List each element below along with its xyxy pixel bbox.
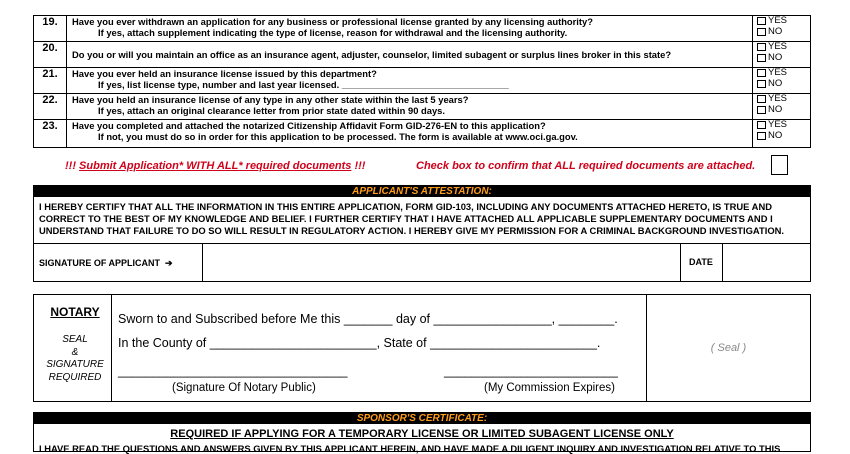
submit-prefix: !!! bbox=[65, 160, 80, 172]
date-label-cell bbox=[680, 244, 723, 281]
question-row bbox=[34, 94, 810, 120]
question-sub: If yes, attach an original clearance letter from prior state dated within 90 days. bbox=[98, 105, 445, 116]
question-main: Have you ever withdrawn an application for any business or professional license granted by any licensing authority? bbox=[72, 16, 593, 27]
question-sub: If yes, attach supplement indicating the type of license, reason for withdrawal and the licensing authority. bbox=[98, 27, 568, 38]
questions-table bbox=[33, 15, 811, 148]
answer-options bbox=[752, 42, 810, 67]
question-row bbox=[34, 120, 810, 147]
no-checkbox[interactable] bbox=[757, 80, 766, 88]
attestation-section bbox=[33, 185, 811, 282]
question-sub: If yes, list license type, number and last year licensed. ________________________________ bbox=[98, 79, 509, 90]
signature-row bbox=[34, 243, 810, 281]
notary-signature-line[interactable]: _________________________________ bbox=[118, 364, 348, 378]
question-text bbox=[72, 16, 740, 38]
question-text bbox=[72, 68, 740, 90]
sponsor-section bbox=[33, 412, 811, 452]
answer-options bbox=[752, 120, 810, 147]
yes-checkbox[interactable] bbox=[757, 43, 766, 51]
question-text bbox=[72, 120, 740, 142]
no-checkbox[interactable] bbox=[757, 28, 766, 36]
question-number: 19. bbox=[34, 16, 67, 41]
sponsor-text: I HAVE READ THE QUESTIONS AND ANSWERS GIVEN BY THIS APPLICANT HEREIN, AND HAVE MADE A DILIGENT INQUIRY AND INVESTIGATION RELATIVE TO THIS bbox=[39, 443, 781, 454]
confirm-documents-checkbox[interactable] bbox=[771, 155, 788, 175]
yes-label: YES bbox=[768, 15, 788, 26]
notary-seal-column bbox=[39, 295, 112, 401]
yes-label: YES bbox=[768, 67, 788, 78]
attestation-text: I HEREBY CERTIFY THAT ALL THE INFORMATION IN THIS ENTIRE APPLICATION, FORM GID-103, INCLUDING ANY DOCUMENTS ATTACHED HERETO, IS TRUE AND CORRECT TO THE BEST OF MY KNOWLEDGE AND BELIEF. I FURTHER CERTIFY THAT I HAVE ATTACHED ALL APPLICABLE SUPPLEMENTARY DOCUMENTS AND I UNDERSTAND THAT FAILURE TO DO SO WILL RESULT IN REGULATORY ACTION. I HEREBY GIVE MY PERMISSION FOR A CRIMINAL BACKGROUND INVESTIGATION. bbox=[39, 201, 784, 236]
question-number: 23. bbox=[34, 120, 67, 147]
seal-area bbox=[646, 295, 810, 401]
signature-label-text: SIGNATURE OF APPLICANT bbox=[39, 258, 160, 268]
confirm-documents-label: Check box to confirm that ALL required documents are attached. bbox=[416, 160, 756, 172]
question-main: Have you held an insurance license of any type in any other state within the last 5 years? bbox=[72, 94, 469, 105]
notary-signature-caption: (Signature Of Notary Public) bbox=[172, 382, 316, 394]
arrow-right-icon: ➔ bbox=[165, 258, 173, 268]
question-text bbox=[72, 94, 740, 116]
no-checkbox[interactable] bbox=[757, 132, 766, 140]
yes-label: YES bbox=[768, 41, 788, 52]
question-row bbox=[34, 16, 810, 42]
no-label: NO bbox=[768, 25, 783, 37]
notary-title: NOTARY bbox=[50, 305, 100, 319]
no-label: NO bbox=[768, 51, 783, 63]
signature-label bbox=[39, 258, 173, 269]
no-label: NO bbox=[768, 103, 783, 115]
question-number: 20. bbox=[34, 42, 67, 67]
question-sub: If not, you must do so in order for this application to be processed. The form is available at www.oci.ga.gov. bbox=[98, 131, 578, 142]
date-field[interactable] bbox=[722, 244, 810, 281]
question-main: Have you ever held an insurance license issued by this department? bbox=[72, 68, 377, 79]
no-checkbox[interactable] bbox=[757, 106, 766, 114]
submit-suffix: !!! bbox=[351, 160, 366, 172]
county-state-line: In the County of ________________________, State of ________________________. bbox=[118, 336, 601, 350]
answer-options bbox=[752, 94, 810, 119]
attestation-title: APPLICANT'S ATTESTATION: bbox=[34, 186, 810, 197]
date-label: DATE bbox=[689, 257, 713, 267]
no-checkbox[interactable] bbox=[757, 54, 766, 62]
seal-placeholder: ( Seal ) bbox=[710, 342, 747, 354]
answer-options bbox=[752, 16, 810, 41]
yes-checkbox[interactable] bbox=[757, 17, 766, 25]
sponsor-title: SPONSOR'S CERTIFICATE: bbox=[34, 413, 810, 424]
question-number: 22. bbox=[34, 94, 67, 119]
question-text bbox=[72, 49, 740, 60]
commission-expires-caption: (My Commission Expires) bbox=[484, 382, 615, 394]
question-number: 21. bbox=[34, 68, 67, 93]
question-row bbox=[34, 42, 810, 68]
no-label: NO bbox=[768, 129, 783, 141]
submit-notice bbox=[65, 160, 365, 172]
yes-label: YES bbox=[768, 93, 788, 104]
yes-checkbox[interactable] bbox=[757, 95, 766, 103]
answer-options bbox=[752, 68, 810, 93]
question-main: Have you completed and attached the notarized Citizenship Affidavit Form GID-276-EN to this application? bbox=[72, 120, 546, 131]
signature-field[interactable] bbox=[202, 244, 681, 281]
yes-label: YES bbox=[768, 119, 788, 130]
question-main: Do you or will you maintain an office as an insurance agent, adjuster, counselor, limited subagent or surplus lines broker in this state? bbox=[72, 49, 672, 60]
sworn-line: Sworn to and Subscribed before Me this _______ day of _________________, ________. bbox=[118, 312, 618, 326]
seal-required-label: SEAL & SIGNATURE REQUIRED bbox=[46, 334, 104, 383]
yes-checkbox[interactable] bbox=[757, 121, 766, 129]
commission-expires-line[interactable]: _________________________ bbox=[444, 364, 618, 378]
notary-section bbox=[33, 294, 811, 402]
sponsor-heading: REQUIRED IF APPLYING FOR A TEMPORARY LICENSE OR LIMITED SUBAGENT LICENSE ONLY bbox=[170, 428, 674, 440]
yes-checkbox[interactable] bbox=[757, 69, 766, 77]
question-row bbox=[34, 68, 810, 94]
no-label: NO bbox=[768, 77, 783, 89]
submit-main: Submit Application* WITH ALL* required documents bbox=[79, 160, 352, 172]
